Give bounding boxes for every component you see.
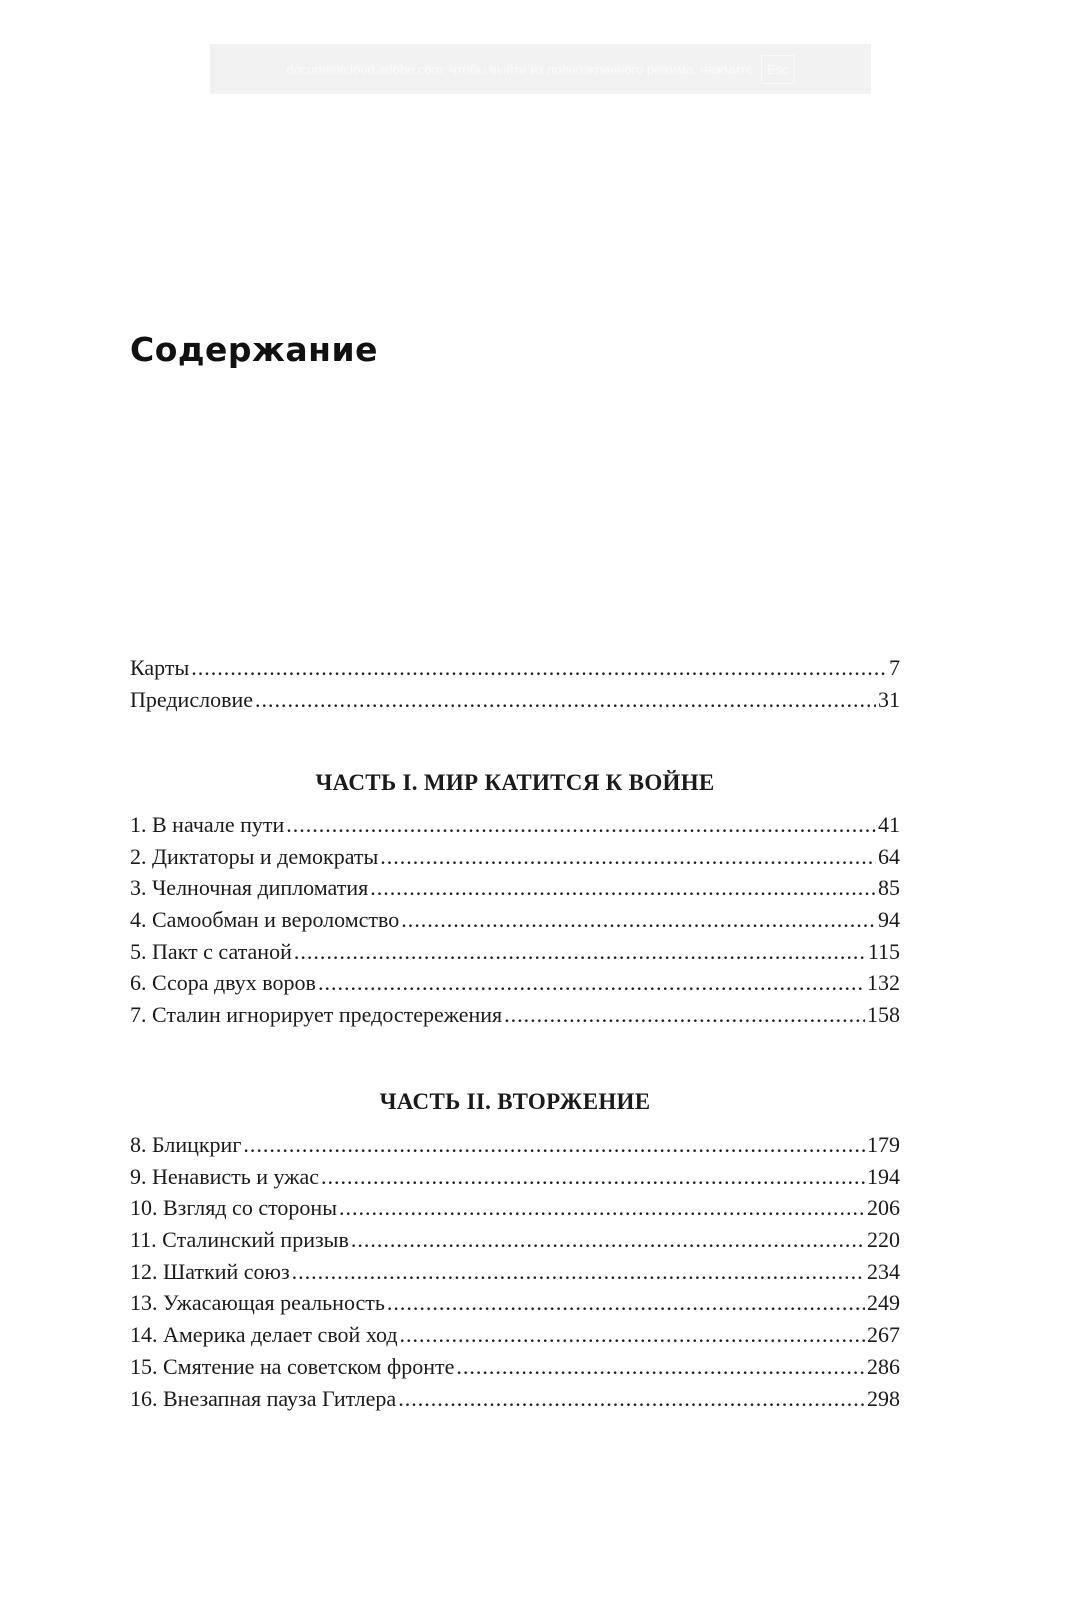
toc-entry[interactable]	[130, 1224, 900, 1256]
toc-leader-dots	[286, 809, 876, 841]
toc-entry[interactable]	[130, 967, 900, 999]
toc-leader-dots	[292, 1256, 865, 1288]
toc-entry-page: 220	[867, 1227, 900, 1253]
toc-entry-page: 41	[878, 812, 900, 837]
toc-entry-title: 7. Сталин игнорирует предостережения	[130, 1002, 503, 1028]
toc-entry[interactable]	[130, 999, 900, 1031]
toc-leader-dots	[351, 1224, 865, 1256]
toc-entry-page: 206	[867, 1195, 900, 1221]
toc-entry-title: Карты	[130, 655, 190, 680]
toc-entry[interactable]	[130, 1319, 900, 1351]
toc-entry-page: 234	[867, 1258, 900, 1284]
toc-entry[interactable]	[130, 1351, 900, 1383]
toc-entry-title: 12. Шаткий союз	[130, 1258, 290, 1284]
toc-entry[interactable]	[130, 936, 900, 968]
toc-entry[interactable]	[130, 1287, 900, 1319]
toc-entry[interactable]	[130, 1383, 900, 1415]
toc-leader-dots	[191, 652, 887, 684]
toc-entry[interactable]	[130, 809, 900, 841]
toc-entry-title: 16. Внезапная пауза Гитлера	[130, 1385, 397, 1411]
toc-entry-page: 132	[867, 970, 900, 996]
toc-entry-page: 7	[889, 655, 900, 680]
toc-entry-title: 6. Ссора двух воров	[130, 970, 316, 996]
toc-leader-dots	[339, 1192, 865, 1224]
toc-entry[interactable]	[130, 872, 900, 904]
toc-entry[interactable]	[130, 1192, 900, 1224]
toc-leader-dots	[456, 1351, 865, 1383]
toc-entry-page: 31	[878, 686, 900, 712]
toc-leader-dots	[370, 872, 876, 904]
toc-entry[interactable]	[130, 904, 900, 936]
toc-entry[interactable]	[130, 1161, 900, 1193]
toc-part-1-list	[130, 809, 900, 1031]
toc-entry-page: 179	[867, 1132, 900, 1157]
toc-entry-title: 4. Самообман и вероломство	[130, 907, 400, 933]
toc-entry-title: 9. Ненависть и ужас	[130, 1163, 319, 1189]
toc-entry-page: 267	[867, 1322, 900, 1348]
toc-entry[interactable]	[130, 841, 900, 873]
toc-leader-dots	[294, 936, 866, 968]
toc-entry-title: 8. Блицкриг	[130, 1132, 242, 1157]
part-2-heading: ЧАСТЬ II. ВТОРЖЕНИЕ	[379, 1089, 651, 1114]
toc-entry-page: 158	[867, 1002, 900, 1028]
toc-entry-foreword[interactable]	[130, 684, 900, 716]
toc-entry-page: 249	[867, 1290, 900, 1316]
toc-entry-page: 64	[878, 843, 900, 869]
toc-entry-title: Предисловие	[130, 686, 253, 712]
toc-entry-page: 115	[867, 938, 900, 964]
toc-entry[interactable]	[130, 1256, 900, 1288]
toc-leader-dots	[318, 967, 865, 999]
toc-front-matter	[130, 652, 900, 715]
toc-leader-dots	[401, 904, 876, 936]
toc-entry-page: 85	[878, 875, 900, 901]
toc-entry-page: 194	[867, 1163, 900, 1189]
toc-entry-page: 298	[867, 1385, 900, 1411]
toc-leader-dots	[400, 1319, 865, 1351]
toc-entry[interactable]	[130, 1129, 900, 1161]
toc-leader-dots	[398, 1383, 865, 1415]
toc-part-2-list	[130, 1129, 900, 1414]
toc-entry-title: 10. Взгляд со стороны	[130, 1195, 337, 1221]
toc-leader-dots	[504, 999, 865, 1031]
fullscreen-exit-banner	[210, 44, 871, 94]
toc-entry-page: 286	[867, 1353, 900, 1379]
toc-entry-title: 11. Сталинский призыв	[130, 1227, 349, 1253]
fullscreen-banner-text: documentcloud.adobe.com: чтобы выйти из полноэкранного режима, нажмите	[286, 61, 753, 77]
esc-key-badge: Esc	[761, 55, 795, 84]
toc-entry-title: 5. Пакт с сатаной	[130, 938, 292, 964]
toc-entry-title: 14. Америка делает свой ход	[130, 1322, 398, 1348]
toc-entry-title: 13. Ужасающая реальность	[130, 1290, 385, 1316]
toc-entry-page: 94	[878, 907, 900, 933]
toc-leader-dots	[255, 684, 876, 716]
toc-leader-dots	[380, 841, 876, 873]
page-title: Содержание	[130, 330, 378, 369]
toc-leader-dots	[243, 1129, 865, 1161]
toc-leader-dots	[321, 1161, 865, 1193]
toc-entry-title: 3. Челночная дипломатия	[130, 875, 369, 901]
toc-entry-maps[interactable]	[130, 652, 900, 684]
part-1-heading: ЧАСТЬ I. МИР КАТИТСЯ К ВОЙНЕ	[315, 770, 715, 795]
toc-entry-title: 15. Смятение на советском фронте	[130, 1353, 455, 1379]
toc-leader-dots	[387, 1287, 865, 1319]
toc-entry-title: 1. В начале пути	[130, 812, 285, 837]
toc-entry-title: 2. Диктаторы и демократы	[130, 843, 379, 869]
